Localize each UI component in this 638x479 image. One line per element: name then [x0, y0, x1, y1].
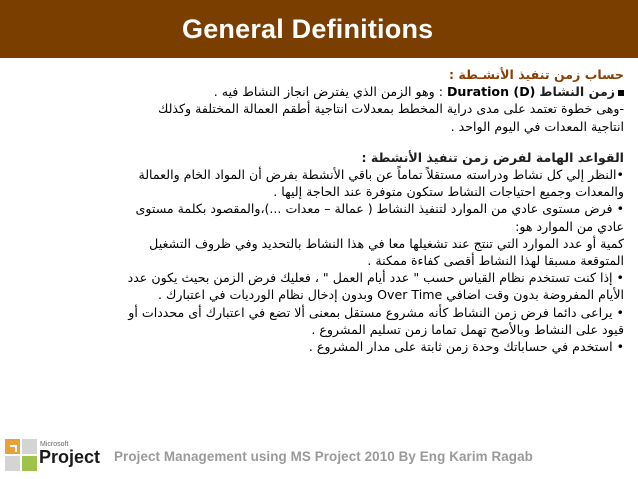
rule-4-line-2: قيود على النشاط وبالأصح تهمل تماما زمن تسليم المشروع . — [311, 321, 624, 337]
rule-5-line-1: • استخدم في حساباتك وحدة زمن ثابتة على مدار المشروع . — [308, 339, 624, 355]
slide-title: General Definitions — [182, 14, 434, 44]
title-banner — [0, 0, 638, 58]
logo-product: Project — [39, 447, 101, 467]
rule-3-line-1: • إذا كنت تستخدم نظام القياس حسب " عدد أيام العمل " ، فعليك فرض الزمن بحيث يكون عدد — [127, 270, 624, 286]
rule-1-line-1: •النظر إلي كل نشاط ودراسته مستقلاً تماماً عن باقي الأنشطة بفرض أن المواد الخام والعمالة — [138, 167, 624, 183]
duration-term: Duration (D) — [446, 84, 536, 100]
rule-2-line-2: عادي من الموارد هو: — [515, 218, 624, 234]
footer-credit: Project Management using MS Project 2010 By Eng Karim Ragab — [114, 449, 533, 464]
rule-2-line-4: المتوقعة مسبقا لهذا النشاط أقصى كفاءة ممكنة . — [367, 253, 624, 269]
rule-2-line-1: • فرض مستوى عادي من الموارد لتنفيذ النشاط ( عمالة – معدات ...)،والمقصود بكلمة مستوى — [135, 201, 624, 217]
spacer — [14, 135, 624, 142]
section-heading-duration: حساب زمن تنفيذ الأنشـطة : — [448, 67, 624, 82]
rule-1-line-2: والمعدات وجميع احتياجات النشاط ستكون متوفرة عند الحاجة إليها . — [273, 184, 624, 200]
duration-definition-text: : وهو الزمن الذي يفترض انجاز النشاط فيه . — [213, 84, 443, 100]
duration-label: زمن النشاط — [539, 84, 615, 100]
office-squares-icon — [4, 438, 38, 472]
duration-definition-line — [14, 83, 624, 100]
duration-note-line-1: -وهى خطوة تعتمد على مدى دراية المخطط بمعدلات انتاجية أطقم العمالة المختلفة وكذلك — [157, 101, 624, 117]
rule-4-line-1: • يراعى دائما فرض زمن النشاط كأنه مشروع مستقل بمعنى ألا تضع في اعتبارك أى محددات أو — [128, 304, 624, 320]
rule-2-line-3: كمية أو عدد الموارد التي تنتج عند تشغيلها معا في هذا النشاط بالتحديد وفي ظروف التشغيل — [149, 235, 624, 251]
slide-footer — [0, 427, 638, 479]
slide-content — [14, 66, 624, 355]
rule-3-line-2: الأيام المفروضة بدون وقت اضافي Over Time وبدون إدخال نظام الورديات في اعتبارك . — [158, 287, 624, 303]
square-bullet-icon — [618, 90, 624, 96]
section-heading-rules: القواعد الهامة لفرض زمن تنفيذ الأنشطة : — [361, 149, 624, 165]
duration-note-line-2: انتاجية المعدات في اليوم الواحد . — [450, 118, 624, 134]
spacer — [14, 142, 624, 149]
ms-project-logo — [4, 438, 101, 476]
logo-brand: Microsoft — [40, 441, 69, 448]
